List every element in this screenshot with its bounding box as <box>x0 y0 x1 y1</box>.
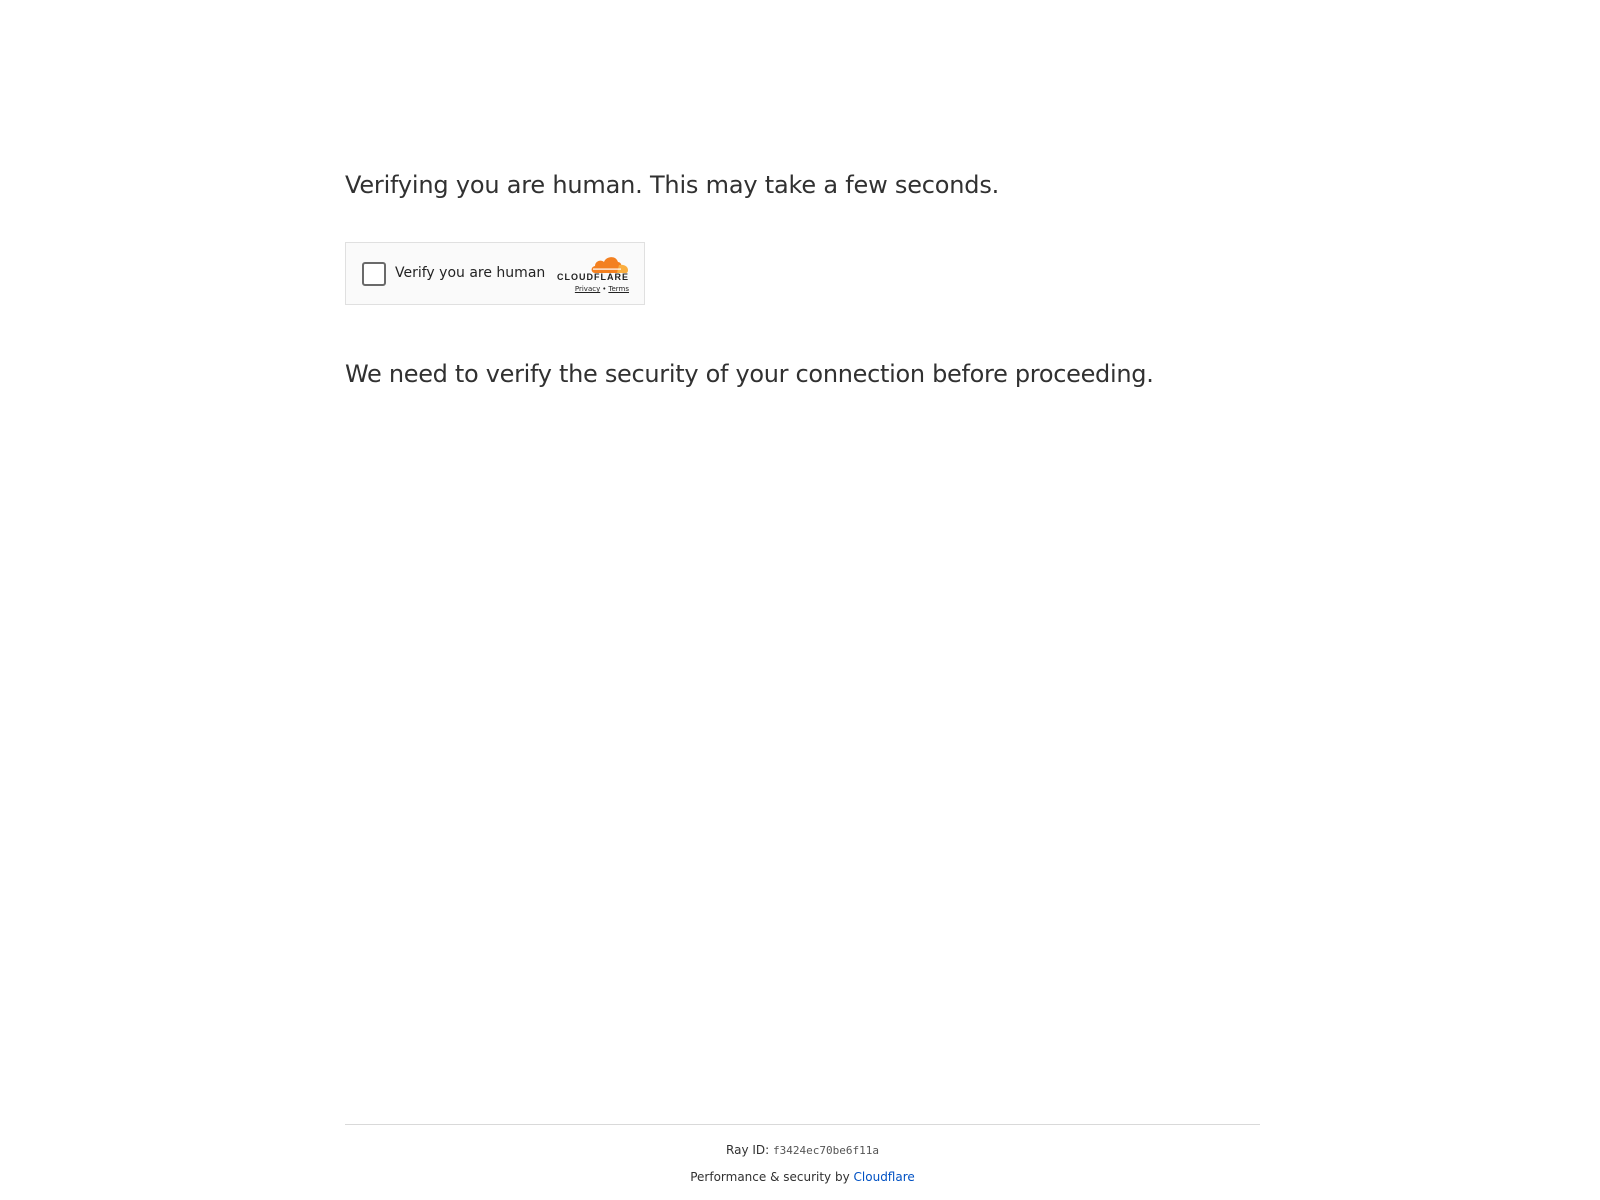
widget-links <box>575 285 629 293</box>
ray-id-value: f3424ec70be6f11a <box>773 1144 879 1157</box>
cloudflare-link[interactable]: Cloudflare <box>853 1170 915 1184</box>
performance-text: Performance & security by <box>690 1170 850 1184</box>
performance-line <box>345 1169 1260 1185</box>
verify-checkbox[interactable] <box>362 262 386 286</box>
page-title: Verifying you are human. This may take a few seconds. <box>345 171 1000 200</box>
footer <box>345 1124 1260 1185</box>
terms-link[interactable]: Terms <box>608 285 629 293</box>
verify-checkbox-label[interactable]: Verify you are human <box>395 265 546 281</box>
ray-id-label: Ray ID: <box>726 1143 770 1157</box>
cloudflare-branding <box>549 253 629 297</box>
links-separator: • <box>602 285 607 293</box>
cloudflare-wordmark: CLOUDFLARE <box>557 272 629 282</box>
security-message: We need to verify the security of your connection before proceeding. <box>345 359 1154 388</box>
privacy-link[interactable]: Privacy <box>574 285 601 293</box>
ray-id-line <box>345 1142 1260 1159</box>
turnstile-widget <box>345 242 645 305</box>
